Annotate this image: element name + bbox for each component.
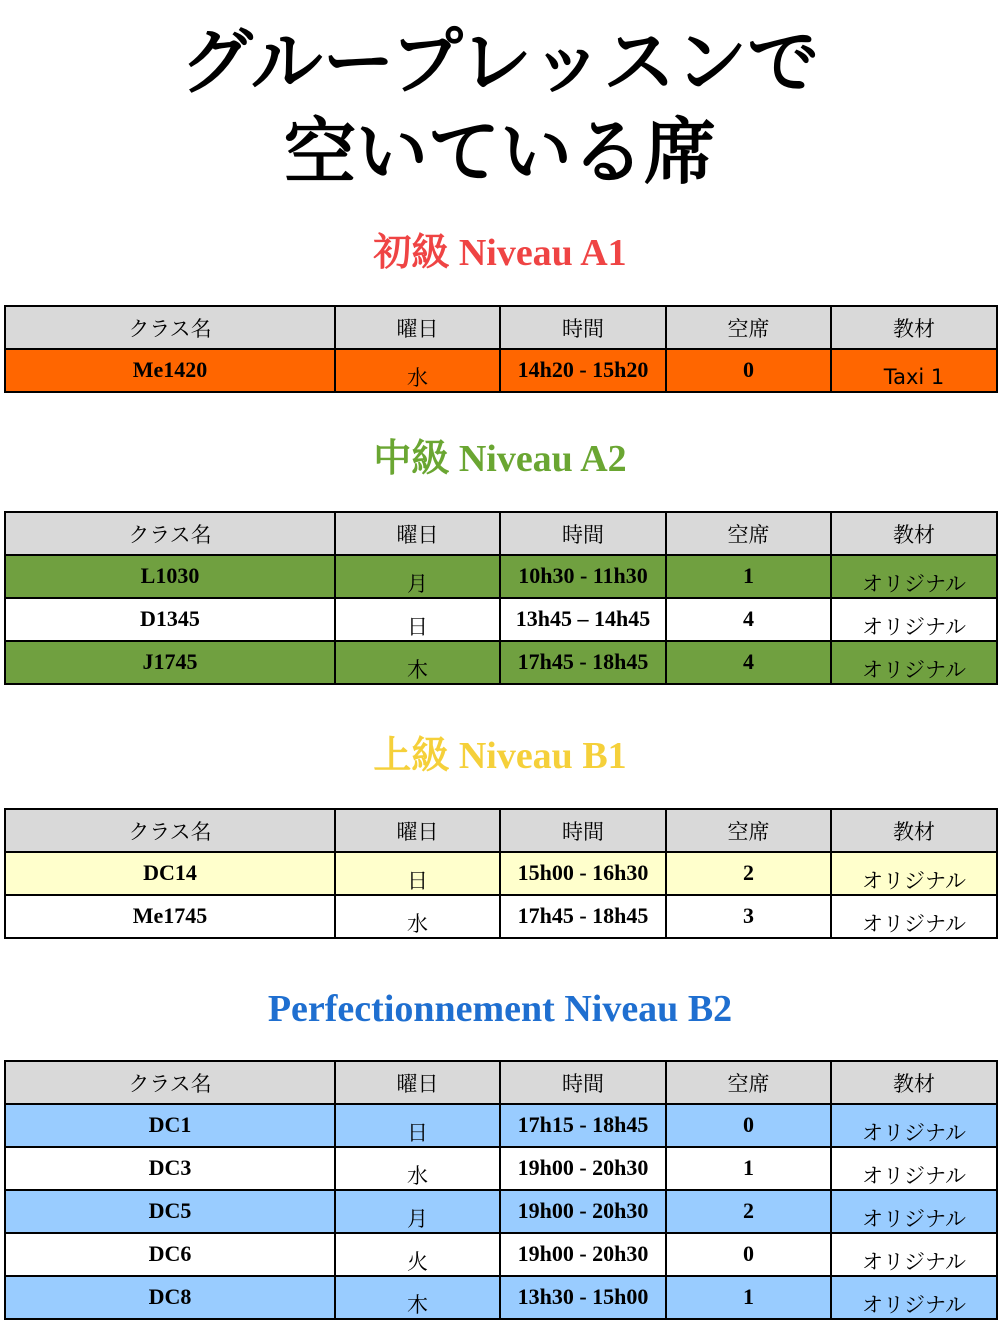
cell-day (335, 349, 500, 392)
cell-day-text: 月 (407, 1206, 428, 1231)
level-heading-a1: 初級 Niveau A1 (373, 232, 627, 274)
cell-day-text: 火 (407, 1249, 428, 1274)
cell-seats (666, 1147, 831, 1190)
cell-book-text: オリジナル (862, 868, 966, 893)
cell-day-text: 月 (407, 571, 428, 596)
cell-time-text: 19h00 - 20h30 (517, 1197, 649, 1223)
cell-book (831, 1104, 997, 1147)
table-row (5, 1276, 997, 1319)
cell-code (5, 1276, 335, 1319)
cell-seats (666, 1276, 831, 1319)
column-header-seats: 空席 (666, 512, 831, 555)
schedule-table-b1 (4, 808, 998, 939)
column-header-textbook: 教材 (831, 1061, 997, 1104)
cell-seats (666, 1190, 831, 1233)
cell-day (335, 598, 500, 641)
cell-code (5, 349, 335, 392)
table-row (5, 598, 997, 641)
cell-time (500, 1147, 666, 1190)
column-header-weekday: 曜日 (335, 512, 500, 555)
column-header-weekday: 曜日 (335, 809, 500, 852)
cell-time (500, 1276, 666, 1319)
cell-code (5, 895, 335, 938)
cell-code (5, 1233, 335, 1276)
cell-time (500, 555, 666, 598)
column-header-weekday: 曜日 (335, 1061, 500, 1104)
table-header-row (5, 512, 997, 555)
cell-book-text: オリジナル (862, 1120, 966, 1145)
cell-day-text: 日 (407, 1120, 428, 1145)
table-row (5, 1190, 997, 1233)
cell-time (500, 349, 666, 392)
cell-time-text: 17h45 - 18h45 (517, 648, 649, 674)
cell-seats-text: 0 (743, 356, 754, 382)
cell-time (500, 852, 666, 895)
cell-time (500, 598, 666, 641)
cell-book-text: Taxi 1 (883, 364, 945, 389)
table-row (5, 852, 997, 895)
cell-seats-text: 4 (743, 605, 754, 631)
column-header-class-name: クラス名 (5, 306, 335, 349)
cell-day-text: 日 (407, 614, 428, 639)
cell-book-text: オリジナル (862, 657, 966, 682)
cell-book-text: オリジナル (862, 1292, 966, 1317)
level-heading-b2: Perfectionnement Niveau B2 (267, 988, 733, 1030)
column-header-class-name: クラス名 (5, 1061, 335, 1104)
table-header-row (5, 809, 997, 852)
table-row (5, 895, 997, 938)
cell-code-text: DC1 (148, 1111, 192, 1137)
cell-code-text: DC8 (148, 1283, 192, 1309)
cell-seats (666, 1233, 831, 1276)
cell-book (831, 598, 997, 641)
cell-seats (666, 895, 831, 938)
schedule-table-b2 (4, 1060, 998, 1320)
cell-book (831, 1147, 997, 1190)
cell-code (5, 1190, 335, 1233)
column-header-textbook: 教材 (831, 306, 997, 349)
cell-book-text: オリジナル (862, 911, 966, 936)
cell-day-text: 水 (407, 911, 428, 936)
cell-code-text: Me1420 (132, 356, 208, 382)
level-heading-a2: 中級 Niveau A2 (373, 438, 627, 480)
cell-book-text: オリジナル (862, 571, 966, 596)
cell-time (500, 1190, 666, 1233)
column-header-time: 時間 (500, 1061, 666, 1104)
column-header-class-name: クラス名 (5, 512, 335, 555)
cell-seats-text: 2 (743, 859, 754, 885)
column-header-textbook: 教材 (831, 809, 997, 852)
column-header-seats: 空席 (666, 809, 831, 852)
cell-seats (666, 641, 831, 684)
column-header-textbook: 教材 (831, 512, 997, 555)
cell-code (5, 1147, 335, 1190)
cell-day (335, 1276, 500, 1319)
cell-day-text: 木 (407, 1292, 428, 1317)
cell-seats-text: 4 (743, 648, 754, 674)
cell-day-text: 木 (407, 657, 428, 682)
cell-code (5, 641, 335, 684)
column-header-time: 時間 (500, 512, 666, 555)
schedule-table-a2 (4, 511, 998, 685)
cell-book-text: オリジナル (862, 614, 966, 639)
cell-seats (666, 349, 831, 392)
page-title-line-1: グループレッスンで (180, 20, 820, 104)
table-row (5, 1233, 997, 1276)
cell-time-text: 13h30 - 15h00 (517, 1283, 649, 1309)
cell-book (831, 1276, 997, 1319)
cell-code-text: D1345 (140, 605, 200, 631)
cell-day (335, 1147, 500, 1190)
table-header-row (5, 1061, 997, 1104)
cell-seats-text: 0 (743, 1240, 754, 1266)
cell-seats-text: 3 (743, 902, 754, 928)
cell-code-text: DC3 (148, 1154, 192, 1180)
cell-day (335, 895, 500, 938)
cell-seats-text: 2 (743, 1197, 754, 1223)
schedule-table-a1 (4, 305, 998, 393)
cell-seats (666, 598, 831, 641)
cell-book (831, 1190, 997, 1233)
cell-time (500, 1104, 666, 1147)
cell-day-text: 日 (407, 868, 428, 893)
cell-time-text: 17h15 - 18h45 (517, 1111, 649, 1137)
column-header-time: 時間 (500, 809, 666, 852)
cell-code (5, 852, 335, 895)
cell-day-text: 水 (407, 365, 428, 390)
cell-book (831, 641, 997, 684)
cell-time (500, 641, 666, 684)
cell-time-text: 10h30 - 11h30 (518, 562, 648, 588)
cell-book (831, 852, 997, 895)
cell-seats (666, 555, 831, 598)
cell-day (335, 641, 500, 684)
cell-day (335, 852, 500, 895)
cell-book (831, 555, 997, 598)
cell-seats-text: 0 (743, 1111, 754, 1137)
column-header-weekday: 曜日 (335, 306, 500, 349)
cell-seats-text: 1 (743, 1154, 754, 1180)
cell-day (335, 1104, 500, 1147)
cell-book (831, 895, 997, 938)
cell-code (5, 1104, 335, 1147)
table-row (5, 349, 997, 392)
cell-seats (666, 852, 831, 895)
cell-time (500, 895, 666, 938)
column-header-class-name: クラス名 (5, 809, 335, 852)
table-header-row (5, 306, 997, 349)
page-title-line-2: 空いている席 (283, 110, 716, 194)
cell-code-text: Me1745 (132, 902, 208, 928)
cell-book (831, 1233, 997, 1276)
cell-code (5, 555, 335, 598)
column-header-seats: 空席 (666, 306, 831, 349)
cell-day (335, 1233, 500, 1276)
cell-day (335, 1190, 500, 1233)
column-header-time: 時間 (500, 306, 666, 349)
column-header-seats: 空席 (666, 1061, 831, 1104)
cell-code-text: L1030 (140, 562, 200, 588)
table-row (5, 641, 997, 684)
cell-seats (666, 1104, 831, 1147)
cell-code-text: DC14 (143, 859, 197, 885)
cell-code-text: DC5 (148, 1197, 192, 1223)
cell-code-text: DC6 (148, 1240, 192, 1266)
cell-book-text: オリジナル (862, 1206, 966, 1231)
cell-seats-text: 1 (743, 562, 754, 588)
cell-book (831, 349, 997, 392)
cell-time-text: 14h20 - 15h20 (517, 356, 649, 382)
cell-book-text: オリジナル (862, 1249, 966, 1274)
cell-time-text: 13h45 – 14h45 (515, 605, 651, 631)
cell-time-text: 19h00 - 20h30 (517, 1154, 649, 1180)
cell-time-text: 17h45 - 18h45 (517, 902, 649, 928)
table-row (5, 1104, 997, 1147)
cell-time-text: 15h00 - 16h30 (517, 859, 649, 885)
cell-day (335, 555, 500, 598)
cell-seats-text: 1 (743, 1283, 754, 1309)
cell-code (5, 598, 335, 641)
table-row (5, 555, 997, 598)
cell-day-text: 水 (407, 1163, 428, 1188)
cell-time (500, 1233, 666, 1276)
cell-time-text: 19h00 - 20h30 (517, 1240, 649, 1266)
cell-book-text: オリジナル (862, 1163, 966, 1188)
cell-code-text: J1745 (142, 648, 198, 674)
level-heading-b1: 上級 Niveau B1 (373, 735, 627, 777)
table-row (5, 1147, 997, 1190)
